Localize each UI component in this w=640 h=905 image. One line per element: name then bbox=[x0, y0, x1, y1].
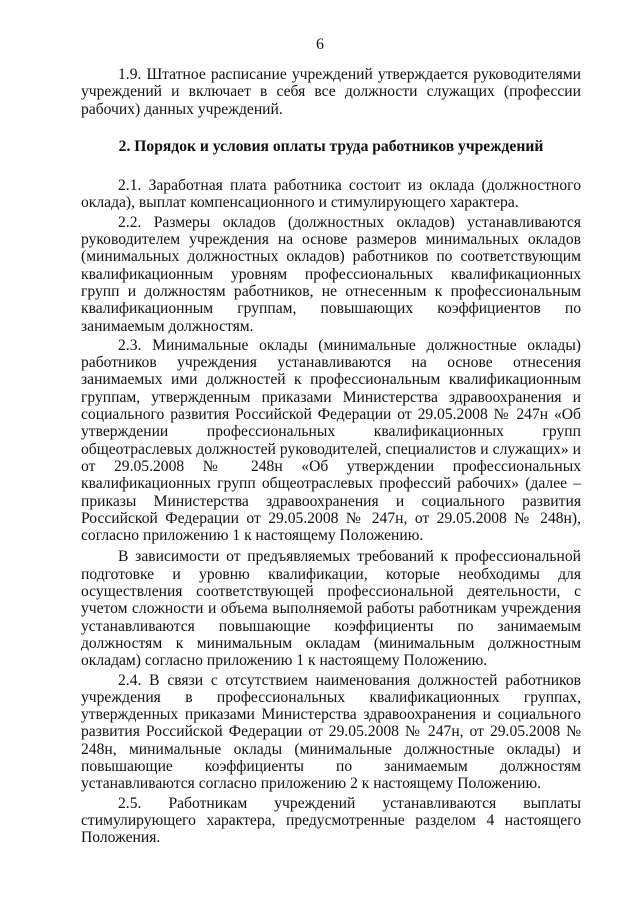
paragraph-2-3: 2.3. Минимальные оклады (минимальные должностные оклады) работников учреждения устанавливаются на основе отнесения занимаемых ими должностей к профессиональным квалификационным группам, утвержденным приказами Министерства здравоохранения и социального развития Российской Федерации от 29.05.2008 № 247н «Об утверждении профессиональных квалификационных групп общеотраслевых должностей руководителей, специалистов и служащих» и от 29.05.2008 № 248н «Об утверждении профессиональных квалификационных групп общеотраслевых профессий рабочих» (далее – приказы Министерства здравоохранения и социального развития Российской Федерации от 29.05.2008 № 247н, от 29.05.2008 № 248н), согласно приложению 1 к настоящему Положению. bbox=[81, 336, 581, 545]
paragraph-2-1: 2.1. Заработная плата работника состоит из оклада (должностного оклада), выплат компенсационного и стимулирующего характера. bbox=[81, 177, 581, 212]
paragraph-1-9: 1.9. Штатное расписание учреждений утверждается руководителями учреждений и включает в себя все должности служащих (профессии рабочих) данных учреждений. bbox=[81, 66, 581, 118]
paragraph-2-5: 2.5. Работникам учреждений устанавливаются выплаты стимулирующего характера, предусмотренные разделом 4 настоящего Положения. bbox=[81, 794, 581, 847]
paragraph-2-2: 2.2. Размеры окладов (должностных окладов) устанавливаются руководителем учреждения на основе размеров минимальных окладов (минимальных должностных окладов) работников по соответствующим квалификационным уровням профессиональных квалификационных групп и должностям работников, не отнесенным к профессиональным квалификационным группам, повышающих коэффициентов по занимаемым должностям. bbox=[81, 213, 581, 335]
document-body bbox=[81, 66, 581, 846]
paragraph-2-4: 2.4. В связи с отсутствием наименования должностей работников учреждения в профессиональных квалификационных группах, утвержденных приказами Министерства здравоохранения и социального развития Российской Федерации от 29.05.2008 № 247н, от 29.05.2008 № 248н, минимальные оклады (минимальные должностные оклады) и повышающие коэффициенты по занимаемым должностям устанавливаются согласно приложению 2 к настоящему Положению. bbox=[81, 671, 581, 793]
page-number: 6 bbox=[316, 36, 324, 53]
paragraph-2-3-continuation: В зависимости от предъявляемых требований к профессиональной подготовке и уровню квалификации, которые необходимы для осуществления соответствующей профессиональной деятельности, с учетом сложности и объема выполняемой работы работникам учреждения устанавливаются повышающие коэффициенты по занимаемым должностям к минимальным окладам (минимальным должностным окладам) согласно приложению 1 к настоящему Положению. bbox=[81, 548, 581, 670]
section-2-heading: 2. Порядок и условия оплаты труда работников учреждений bbox=[118, 137, 544, 155]
